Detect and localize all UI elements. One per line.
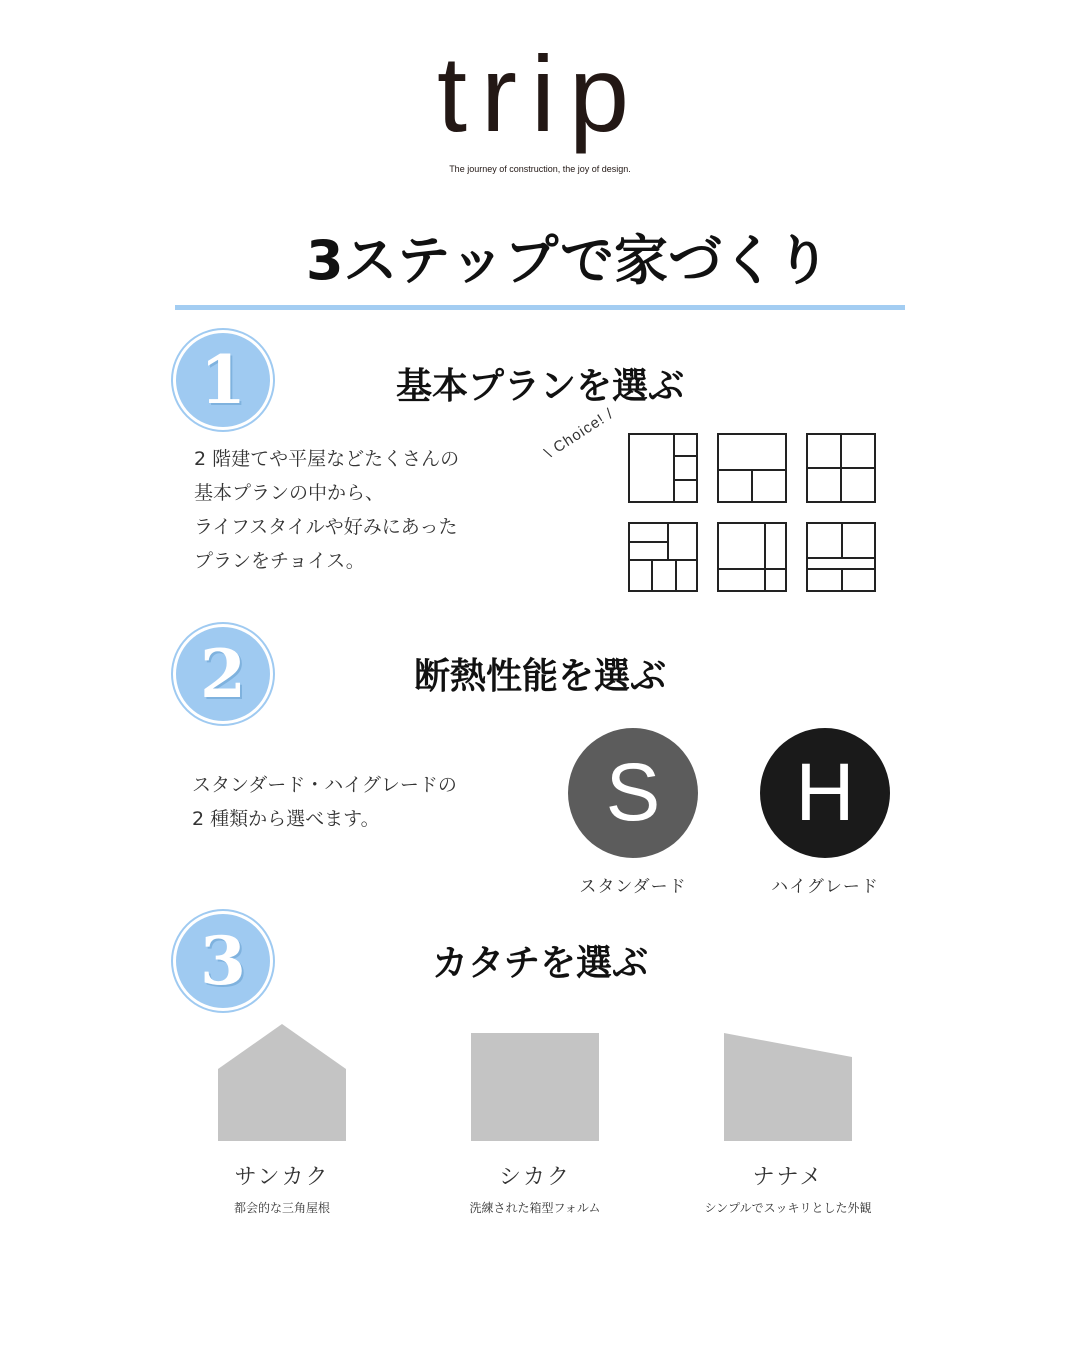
- step-2-number: 2: [200, 635, 246, 713]
- brand-tagline: The journey of construction, the joy of design.: [449, 164, 631, 174]
- floor-plan-icon: [628, 433, 698, 503]
- floor-plan-icon: [806, 433, 876, 503]
- box-house-icon: [471, 1033, 599, 1141]
- shape-sub-sankaku: 都会的な三角屋根: [233, 1201, 330, 1215]
- step-2-heading: 断熱性能を選ぶ: [413, 656, 666, 697]
- floor-plan-icon: [628, 522, 698, 592]
- title-divider: [175, 305, 905, 310]
- floor-plan-icon: [717, 433, 787, 503]
- slanted-roof-house-icon: [724, 1033, 852, 1141]
- step-1-number: 1: [200, 341, 246, 419]
- floor-plan-icon: [717, 522, 787, 592]
- shape-label-naname: ナナメ: [752, 1165, 824, 1190]
- gable-roof-house-icon: [218, 1024, 346, 1141]
- shape-sub-shikaku: 洗練された箱型フォルム: [469, 1201, 601, 1215]
- high-grade-icon: H: [760, 728, 890, 858]
- step-3-heading: カタチを選ぶ: [431, 943, 648, 984]
- step-3-badge: [176, 914, 270, 1008]
- brand-logo: trip: [436, 33, 644, 154]
- step-2-badge: [176, 627, 270, 721]
- shape-sub-naname: シンプルでスッキリとした外観: [704, 1201, 872, 1215]
- step-1-description: 2 階建てや平屋などたくさんの 基本プランの中から、 ライフスタイルや好みにあった プランをチョイス。: [194, 448, 460, 572]
- step-1-heading: 基本プランを選ぶ: [395, 366, 684, 407]
- shape-label-sankaku: サンカク: [234, 1165, 330, 1190]
- step-3-number: 3: [200, 922, 246, 1000]
- page-title: 3ステップで家づくり: [305, 229, 831, 292]
- floor-plan-icon: [806, 522, 876, 592]
- standard-grade-icon: S: [568, 728, 698, 858]
- step-1-badge: [176, 333, 270, 427]
- standard-grade-label: スタンダード: [579, 877, 687, 897]
- shape-label-shikaku: シカク: [498, 1165, 571, 1190]
- choice-label: \ Choice! /: [541, 404, 617, 463]
- high-grade-label: ハイグレード: [771, 877, 879, 897]
- step-2-description: スタンダード・ハイグレードの 2 種類から選べます。: [192, 774, 457, 830]
